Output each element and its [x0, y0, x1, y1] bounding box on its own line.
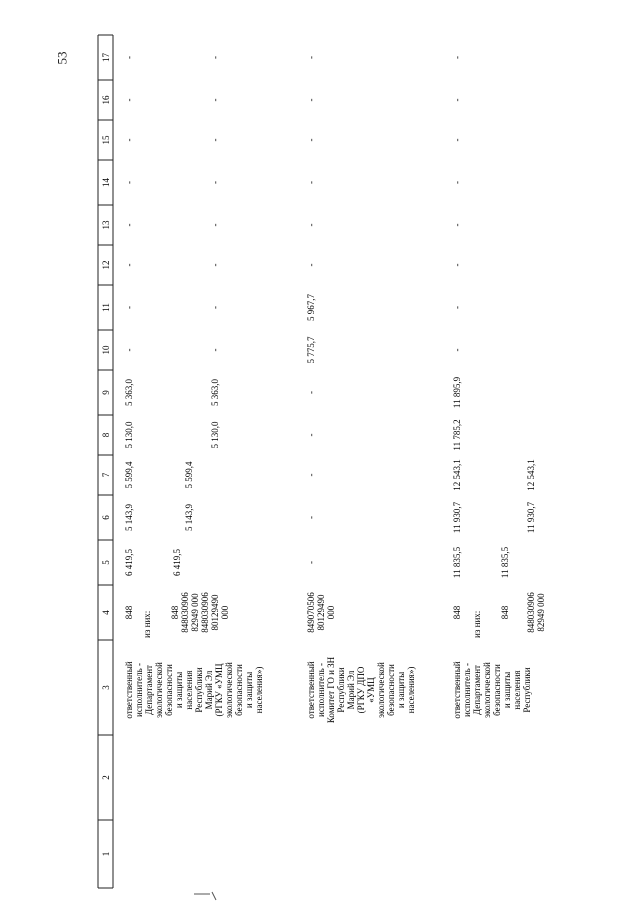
scan-mark [192, 888, 220, 902]
dash-cell: - [306, 561, 316, 564]
budget-code: 82949 000 [536, 593, 546, 632]
executor-text: населения [184, 670, 194, 710]
dash-cell: - [124, 263, 134, 267]
executor-text: и защиты [502, 671, 512, 709]
budget-code: 82949 000 [190, 593, 200, 632]
executor-text: Республики [522, 667, 532, 713]
column-header: 4 [101, 610, 111, 615]
dash-cell: - [124, 56, 134, 59]
executor-text: и защиты [174, 671, 184, 709]
dash-cell: - [306, 98, 316, 102]
dash-cell: - [452, 56, 462, 59]
executor-text: Марий Эл [346, 670, 356, 710]
budget-code: 848030906 [180, 592, 190, 633]
dash-cell: - [124, 138, 134, 142]
budget-code: 848 [170, 605, 180, 620]
column-header: 10 [101, 345, 111, 355]
dash-cell: - [306, 181, 316, 184]
value-col7: 12 543,1 [526, 459, 536, 491]
page-number: 53 [54, 51, 70, 65]
dash-cell: - [124, 223, 134, 227]
dash-cell: - [452, 263, 462, 267]
dash-cell: - [124, 181, 134, 184]
executor-text: безопасности [164, 664, 174, 716]
budget-code: 000 [220, 605, 230, 620]
dash-cell: - [210, 98, 220, 102]
executor-text: и защиты [396, 671, 406, 709]
column-header: 12 [101, 260, 111, 270]
value-col6: 11 930,7 [526, 501, 536, 534]
column-header: 6 [101, 515, 111, 520]
executor-text: населения [512, 670, 522, 710]
column-header: 3 [101, 685, 111, 690]
column-header: 17 [101, 53, 111, 62]
value-col11: 5 967,7 [306, 294, 316, 321]
executor-text: экологической [376, 662, 386, 718]
dash-cell: - [306, 473, 316, 477]
executor-text: Марий Эл [204, 670, 214, 710]
dash-cell: - [210, 263, 220, 267]
executor-text: (РГКУ «УМЦ [214, 663, 224, 717]
executor-text: безопасности [234, 664, 244, 716]
executor-text: безопасности [492, 664, 502, 716]
executor-text: исполнитель - [316, 663, 326, 717]
dash-cell: - [306, 391, 316, 394]
dash-cell: - [452, 306, 462, 309]
value-col8: 5 130,0 [210, 421, 220, 449]
budget-code: 848030906 [200, 592, 210, 633]
column-header: 13 [101, 220, 111, 230]
budget-code: 848030906 [526, 592, 536, 633]
dash-cell: - [306, 223, 316, 227]
dash-cell: - [210, 223, 220, 227]
budget-code: 80129490 [210, 594, 220, 631]
dash-cell: - [452, 348, 462, 352]
executor-text: Республики [194, 667, 204, 713]
executor-text: экологической [154, 662, 164, 718]
executor-text: экологической [224, 662, 234, 718]
executor-text: «УМЦ [366, 677, 376, 703]
column-header: 15 [101, 135, 111, 145]
column-header: 1 [101, 851, 111, 857]
value-col7: 5 599,4 [184, 461, 194, 489]
executor-text: населения») [254, 666, 264, 714]
column-header: 11 [101, 303, 111, 312]
executor-text: ответственный [124, 661, 134, 719]
dash-cell: - [210, 306, 220, 309]
dash-cell: - [210, 56, 220, 59]
executor-text: ответственный [306, 661, 316, 719]
executor-text: и защиты [244, 671, 254, 709]
budget-code: 80129490 [316, 594, 326, 631]
column-header: 5 [101, 560, 111, 565]
column-header: 9 [101, 390, 111, 395]
value-col6: 11 930,7 [452, 501, 462, 534]
budget-code: 848 [452, 605, 462, 620]
executor-text: исполнитель - [462, 663, 472, 717]
executor-text: исполнитель - [134, 663, 144, 717]
budget-code: 848 [124, 605, 134, 620]
dash-cell: - [210, 348, 220, 352]
dash-cell: - [452, 98, 462, 102]
executor-text: Республики [336, 667, 346, 713]
dash-cell: - [452, 223, 462, 227]
dash-cell: - [124, 348, 134, 352]
dash-cell: - [124, 306, 134, 309]
dash-cell: - [306, 433, 316, 437]
dash-cell: - [210, 181, 220, 184]
executor-text: населения») [406, 666, 416, 714]
executor-text: Департамент [144, 665, 154, 715]
value-col8: 5 130,0 [124, 421, 134, 449]
executor-text: Комитет ГО и ЗН [326, 656, 336, 724]
budget-code: 849070506 [306, 592, 316, 633]
value-col6: 5 143,9 [124, 504, 134, 531]
value-col10: 5 775,7 [306, 336, 316, 364]
value-col7: 5 599,4 [124, 461, 134, 489]
dash-cell: - [306, 56, 316, 59]
value-col8: 11 785,2 [452, 419, 462, 451]
value-col5: 11 835,5 [452, 546, 462, 579]
dash-cell: - [210, 138, 220, 142]
value-col5: 11 835,5 [500, 546, 510, 579]
budget-code: 848 [500, 605, 510, 620]
subheading-iz-nikh: из них: [472, 610, 482, 638]
executor-text: ответственный [452, 661, 462, 719]
column-header: 2 [101, 775, 111, 780]
value-col9: 11 895,9 [452, 376, 462, 409]
column-header: 14 [101, 178, 111, 187]
value-col5: 6 419,5 [172, 549, 182, 576]
value-col9: 5 363,0 [124, 379, 134, 406]
subheading-iz-nikh: из них: [142, 610, 152, 638]
column-header: 8 [101, 432, 111, 438]
value-col7: 12 543,1 [452, 459, 462, 491]
dash-cell: - [306, 516, 316, 519]
dash-cell: - [452, 181, 462, 184]
executor-text: экологической [482, 662, 492, 718]
executor-text: безопасности [386, 664, 396, 716]
dash-cell: - [124, 98, 134, 102]
executor-text: Департамент [472, 665, 482, 715]
executor-text: (РГКУ ДПО [356, 666, 366, 714]
column-header: 16 [101, 95, 111, 105]
budget-code: 000 [326, 605, 336, 620]
dash-cell: - [306, 138, 316, 142]
column-header: 7 [101, 472, 111, 478]
dash-cell: - [452, 138, 462, 142]
value-col9: 5 363,0 [210, 379, 220, 406]
value-col5: 6 419,5 [124, 549, 134, 576]
dash-cell: - [306, 263, 316, 267]
value-col6: 5 143,9 [184, 504, 194, 531]
